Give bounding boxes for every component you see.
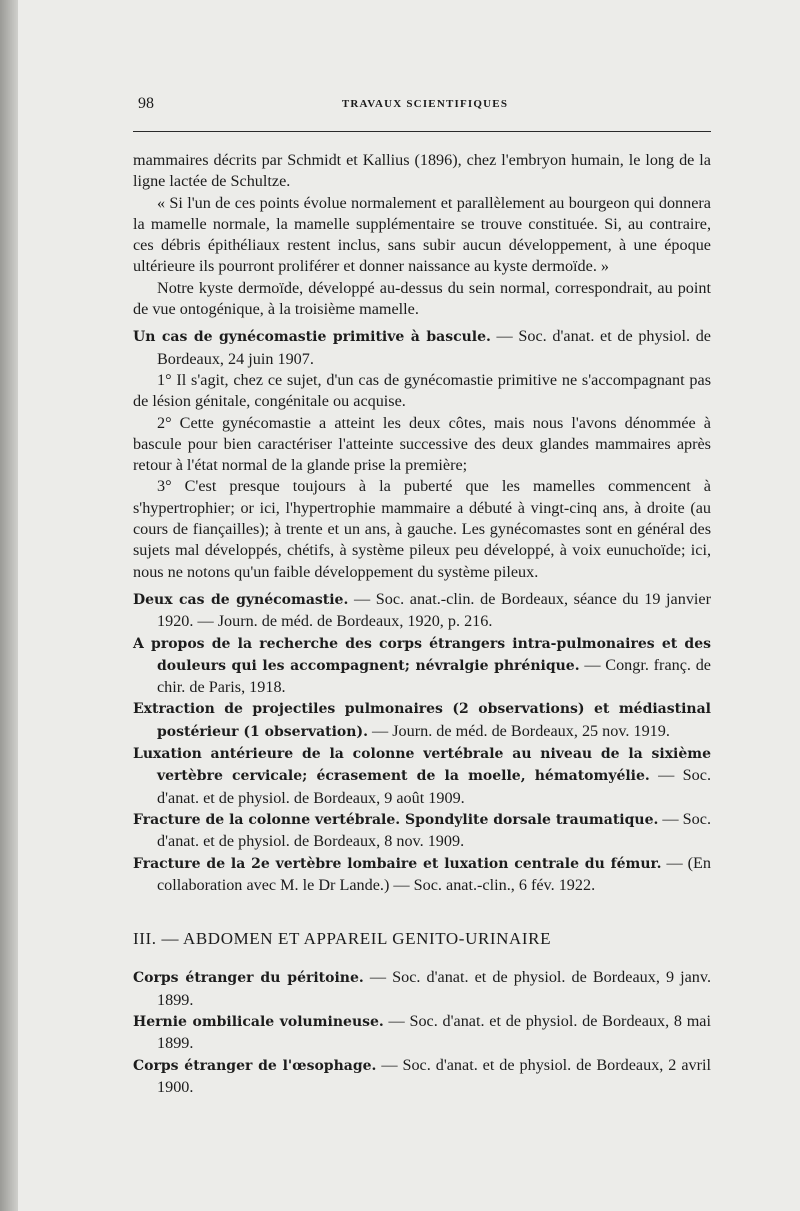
bibliography-entry [133,1011,711,1055]
bibliography-entry [133,633,711,699]
entry-point: 2° Cette gynécomastie a atteint les deux côtes, mais nous l'avons dénommée à bascule pour bien caractériser l'atteinte successive des deux glandes mammaires après retour à l'état normal de la glande prise la première; [133,413,711,475]
page-number: 98 [138,95,154,112]
entry-title: Luxation antérieure de la colonne vertébrale au niveau de la sixième vertèbre cervicale; écrasement de la moelle, hématomyélie. [133,746,711,785]
intro-paragraph: « Si l'un de ces points évolue normalement et parallèlement au bourgeon qui donnera la mamelle normale, la mamelle supplémentaire se trouve constituée. Si, au contraire, ces débris épithéliaux restent inclus, sans subir aucun développement, à une époque ultérieure ils pourront proliférer et donner naissance au kyste dermoïde. » [133,193,711,276]
intro-paragraph: Notre kyste dermoïde, développé au-dessus du sein normal, correspondrait, au point de vue ontogénique, à la troisième mamelle. [133,278,711,319]
header-rule [133,131,711,132]
entry-reference: — Soc. d'anat. et de physiol. de Bordeaux, 24 juin 1907. [157,327,711,368]
bibliography-entry [133,589,711,633]
entry-title: Hernie ombilicale volumineuse. [133,1013,384,1030]
entry-reference: — Journ. de méd. de Bordeaux, 25 nov. 1919. [367,721,670,740]
page-header [138,95,712,119]
bibliography-entry [133,698,711,743]
bibliography-entry [133,809,711,853]
entry-reference: — Soc. anat.-clin. de Bordeaux, séance du 19 janvier 1920. — Journ. de méd. de Bordeaux, 1920, p. 216. [157,589,711,631]
entry-title: Fracture de la colonne vertébrale. Spondylite dorsale traumatique. [133,811,659,828]
page-gutter-shadow [0,0,18,1211]
page-body [133,150,711,1098]
entry-title: Extraction de projectiles pulmonaires (2 observations) et médiastinal postérieur (1 observation). [133,701,711,740]
bibliography-entry [133,967,711,1011]
entry-title: Un cas de gynécomastie primitive à bascule. [133,329,491,346]
entry-point: 3° C'est presque toujours à la puberté que les mamelles commencent à s'hypertrophier; or ici, l'hypertrophie mammaire a débuté à vingt-cinq ans, à droite (au cours de fiançailles); à trente et un ans, à gauche. Les gynécomastes sont en général des sujets mal développés, chétifs, à système pileux peu développé, à voix eunuchoïde; ici, nous ne notons qu'un faible développement du système pileux. [133,477,711,581]
entry-reference: — Soc. d'anat. et de physiol. de Bordeaux, 2 avril 1900. [157,1055,711,1096]
entry-reference: — (En collaboration avec M. le Dr Lande.) — Soc. anat.-clin., 6 fév. 1922. [157,853,712,894]
entry-reference: — Soc. d'anat. et de physiol. de Bordeaux, 9 août 1909. [157,766,711,807]
bibliography-entry [133,853,711,897]
bibliography-entry [133,743,711,809]
intro-paragraph: mammaires décrits par Schmidt et Kallius (1896), chez l'embryon humain, le long de la ligne lactée de Schultze. [133,151,711,191]
entry-reference: — Soc. d'anat. et de physiol. de Bordeaux, 9 janv. 1899. [157,968,711,1009]
entry-point: 1° Il s'agit, chez ce sujet, d'un cas de gynécomastie primitive ne s'accompagnant pas de lésion génitale, congénitale ou acquise. [133,370,711,411]
entry-title: Fracture de la 2e vertèbre lombaire et luxation centrale du fémur. [133,855,662,872]
entry-reference: — Soc. d'anat. et de physiol. de Bordeaux, 8 mai 1899. [157,1011,711,1053]
entry-title: Corps étranger de l'œsophage. [133,1057,377,1074]
running-title: TRAVAUX SCIENTIFIQUES [341,98,509,110]
entry-reference: — Congr. franç. de chir. de Paris, 1918. [157,655,711,697]
entry-title: Corps étranger du péritoine. [133,970,364,987]
bibliography-entry [133,326,711,370]
section-heading: III. — ABDOMEN ET APPAREIL GENITO-URINAIRE [133,929,552,949]
entry-reference: — Soc. d'anat. et de physiol. de Bordeaux, 8 nov. 1909. [157,809,711,851]
entry-title: Deux cas de gynécomastie. [133,591,349,608]
bibliography-entry [133,1055,711,1099]
entry-title: A propos de la recherche des corps étrangers intra-pulmonaires et des douleurs qui les accompagnent; névralgie phrénique. [133,635,711,674]
